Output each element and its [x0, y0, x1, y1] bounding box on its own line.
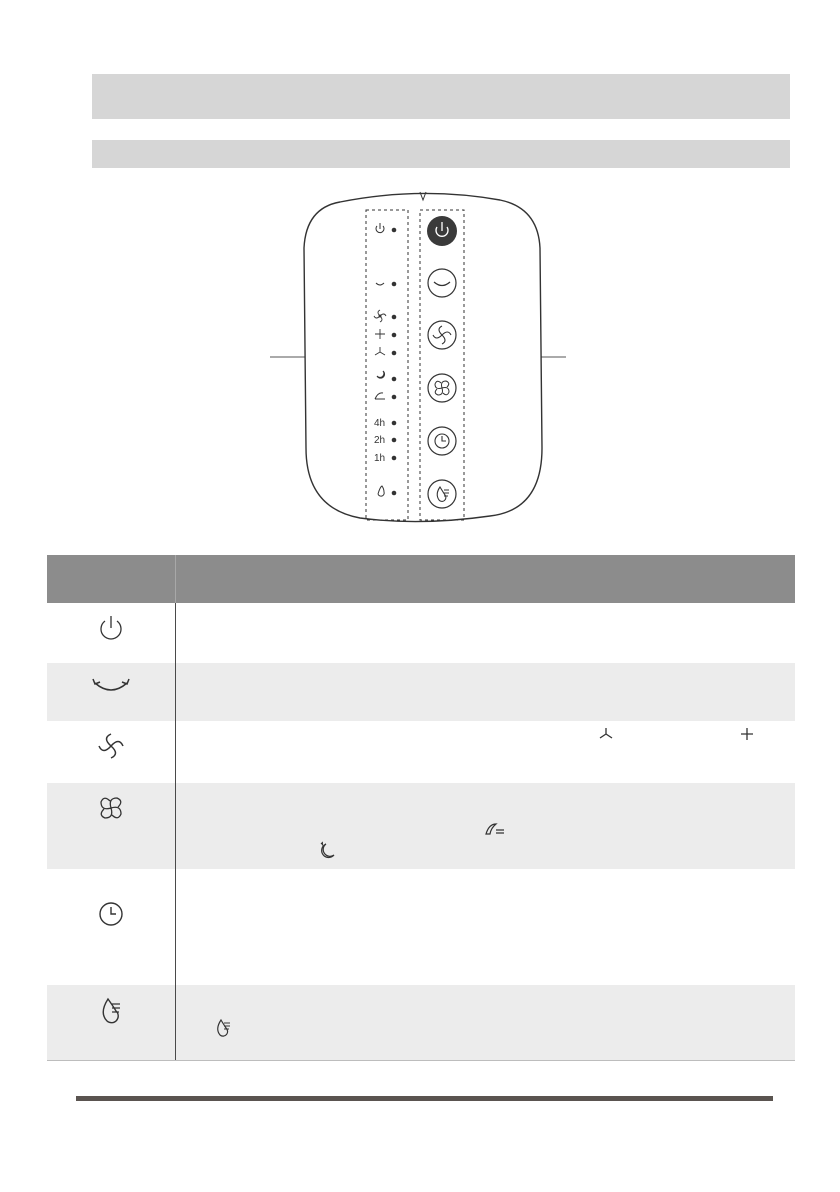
swing-button[interactable] [428, 269, 456, 297]
row-description [176, 603, 795, 663]
led-power [392, 228, 397, 233]
table-row-humidify [47, 985, 795, 1060]
function-table [47, 555, 795, 1061]
fan-speed-icon [96, 731, 126, 761]
timer-icon [96, 899, 126, 929]
table-row-mode [47, 783, 795, 869]
led-1h [392, 456, 397, 461]
table-header [47, 555, 795, 603]
row-description [176, 663, 795, 721]
panel-outline [304, 193, 542, 521]
row-description [176, 985, 795, 1060]
natural-wind-icon [484, 819, 506, 837]
row-description [176, 869, 795, 985]
led-swing [392, 282, 397, 287]
led-natural [392, 395, 397, 400]
mode-button[interactable] [428, 374, 456, 402]
led-fan-high [392, 315, 397, 320]
table-row-power [47, 603, 795, 663]
control-panel [300, 188, 546, 528]
timer-button[interactable] [428, 427, 456, 455]
header-icon-column [47, 555, 176, 603]
indicator-1h-label: 1h [374, 453, 386, 464]
footer-rule [76, 1096, 773, 1101]
table-row-fan-speed [47, 721, 795, 783]
power-button[interactable] [427, 216, 457, 246]
led-fan-low [392, 351, 397, 356]
table-row-timer [47, 869, 795, 985]
mode-icon [96, 793, 126, 823]
sleep-mode-icon [318, 841, 338, 859]
humidify-icon [96, 995, 126, 1025]
led-fan-medium [392, 333, 397, 338]
fan-low-icon [597, 725, 615, 743]
indicator-2h-label: 2h [374, 435, 386, 446]
header-function-column [176, 555, 795, 603]
power-icon [96, 613, 126, 643]
humidify-button[interactable] [428, 480, 456, 508]
fan-speed-button[interactable] [428, 321, 456, 349]
indicator-4h-label: 4h [374, 418, 386, 429]
swing-icon [91, 673, 131, 699]
table-row-swing [47, 663, 795, 721]
led-humidify [392, 491, 397, 496]
row-description [176, 721, 795, 783]
led-sleep [392, 377, 397, 382]
row-description [176, 783, 795, 869]
humidify-inline-icon [214, 1017, 234, 1037]
fan-medium-icon [738, 725, 756, 743]
led-4h [392, 421, 397, 426]
led-2h [392, 438, 397, 443]
